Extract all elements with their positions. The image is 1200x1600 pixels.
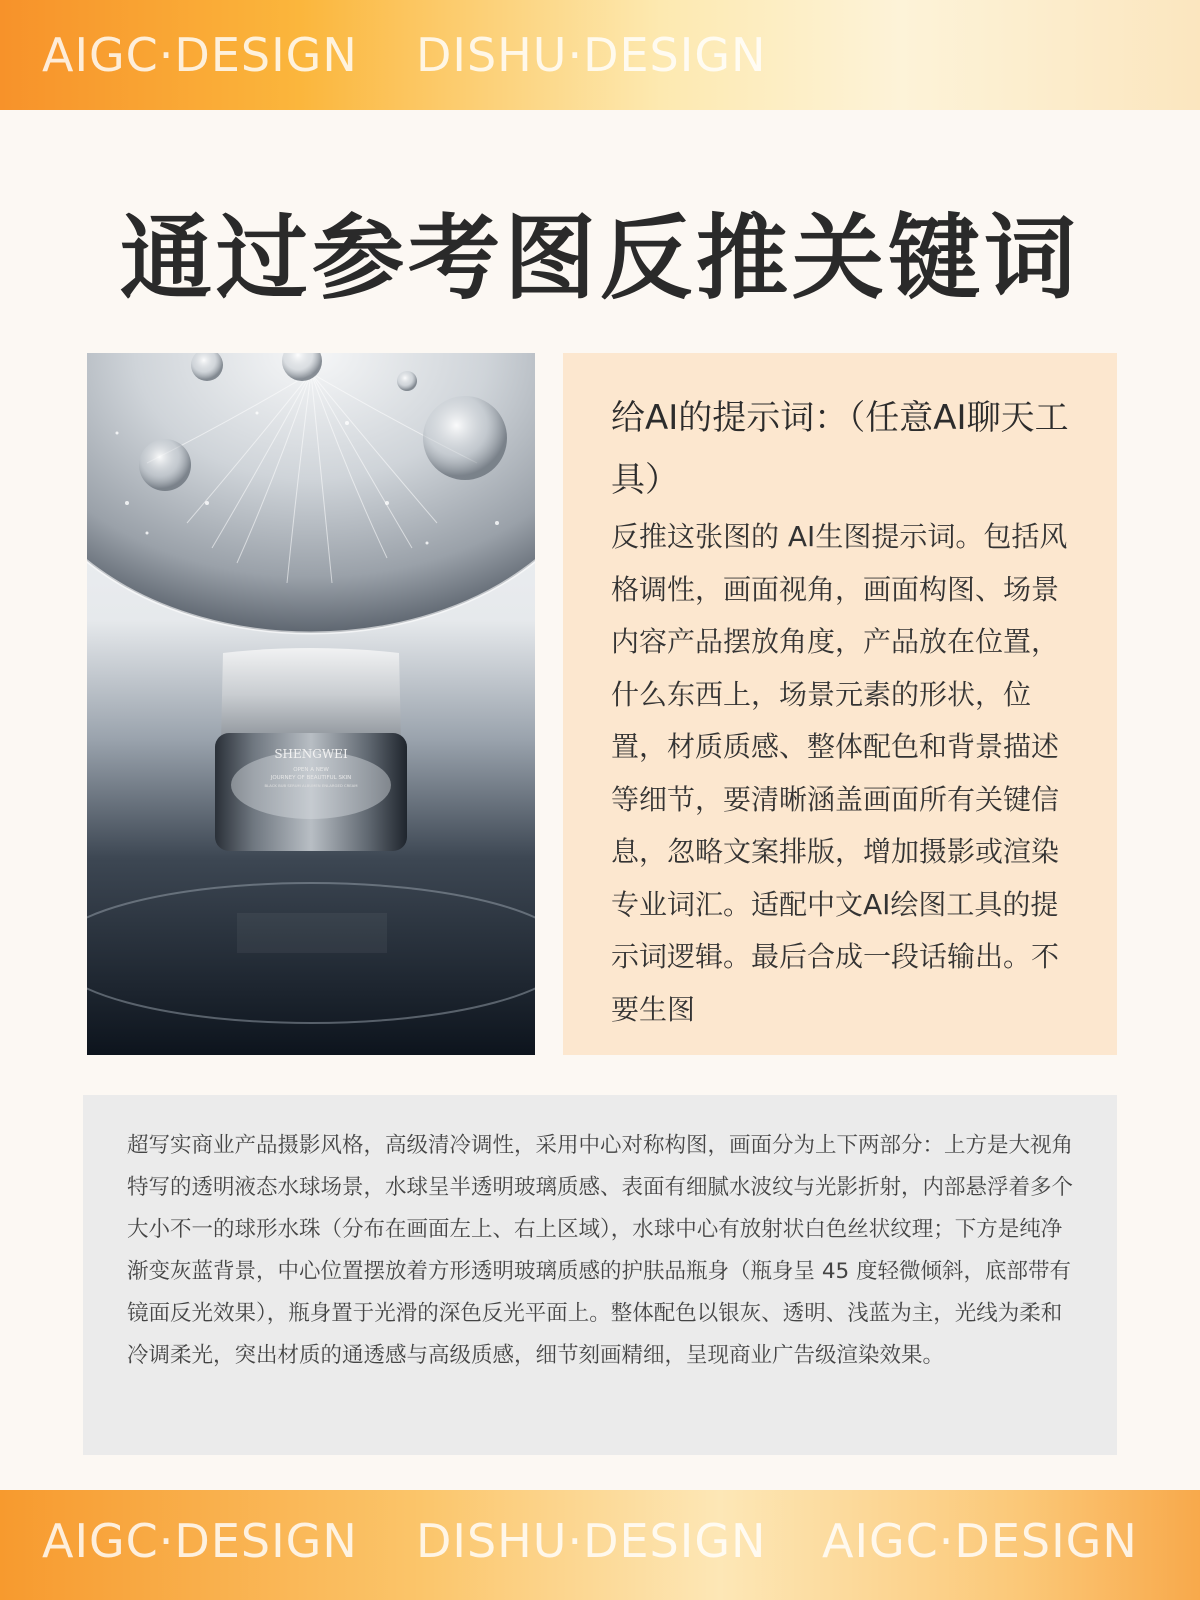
product-illustration	[87, 353, 535, 1055]
bottom-banner-middle-text: DISHU·DESIGN	[416, 1514, 767, 1568]
page-title: 通过参考图反推关键词	[119, 205, 1080, 312]
prompt-box	[563, 353, 1117, 1055]
water-bubble	[397, 371, 417, 391]
water-sphere	[87, 353, 535, 633]
jar-lid	[221, 648, 401, 741]
bottom-banner	[0, 1490, 1200, 1600]
product-photo	[87, 353, 535, 1055]
result-text: 超写实商业产品摄影风格，高级清冷调性，采用中心对称构图，画面分为上下两部分：上方是大视角特写的透明液态水球场景，水球呈半透明玻璃质感、表面有细腻水波纹与光影折射，内部悬浮着多个大小不一的球形水珠（分布在画面左上、右上区域），水球中心有放射状白色丝状纹理；下方是纯净渐变灰蓝背景，中心位置摆放着方形透明玻璃质感的护肤品瓶身（瓶身呈 45 度轻微倾斜，底部带有镜面反光效果），瓶身置于光滑的深色反光平面上。整体配色以银灰、透明、浅蓝为主，光线为柔和冷调柔光，突出材质的通透感与高级质感，细节刻画精细，呈现商业广告级渲染效果。	[127, 1133, 1074, 1368]
prompt-body: 反推这张图的 AI生图提示词。包括风格调性，画面视角，画面构图、场景内容产品摆放角度，产品放在位置，什么东西上，场景元素的形状，位置，材质质感、整体配色和背景描述等细节，要清晰涵盖画面所有关键信息，忽略文案排版，增加摄影或渲染专业词汇。适配中文AI绘图工具的提示词逻辑。最后合成一段话输出。不要生图	[611, 520, 1068, 1026]
jar-tagline-1: OPEN A NEW	[293, 767, 329, 773]
top-banner	[0, 0, 1200, 110]
jar-brand: SHENGWEI	[274, 747, 348, 761]
bottom-banner-right-text: AIGC·DESIGN	[822, 1514, 1138, 1568]
bottom-banner-left-text: AIGC·DESIGN	[42, 1514, 358, 1568]
prompt-heading: 给AI的提示词：（任意AI聊天工具）	[611, 398, 1069, 500]
water-bubble	[139, 439, 191, 491]
result-box	[83, 1095, 1117, 1455]
top-banner-right-text: DISHU·DESIGN	[416, 28, 767, 82]
jar-tagline-2: JOURNEY OF BEAUTIFUL SKIN	[270, 775, 352, 781]
water-bubble	[423, 396, 507, 480]
top-banner-left-text: AIGC·DESIGN	[42, 28, 358, 82]
jar-tagline-3: BLACK BUB SERUM ALBUMEN ENLARGED CREAM	[264, 783, 358, 788]
